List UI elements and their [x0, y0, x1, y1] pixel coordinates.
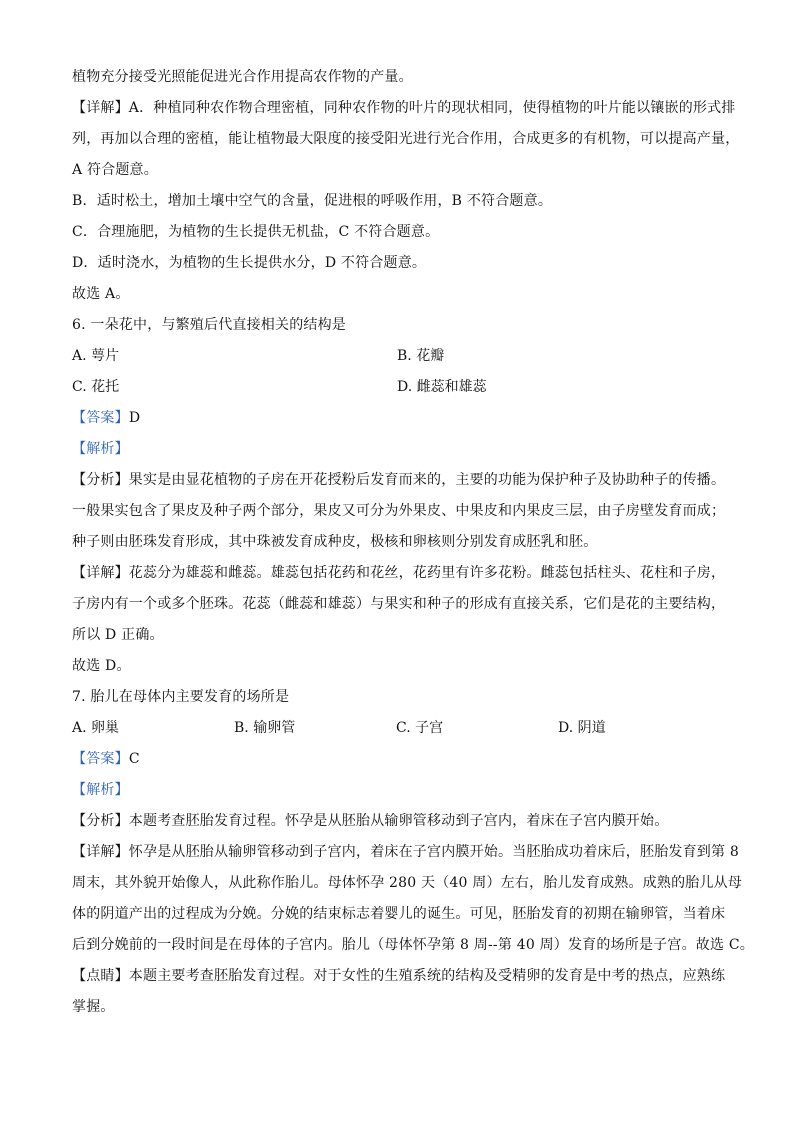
explanation-line: 体的阴道产出的过程成为分娩。分娩的结束标志着婴儿的诞生。可见，胚胎发育的初期在输卵管，当着床	[72, 906, 726, 922]
explanation-line: 后到分娩前的一段时间是在母体的子宫内。胎儿（母体怀孕第 8 周--第 40 周）发育的场所是子宫。故选 C。	[72, 937, 754, 953]
option-b: B. 花瓣	[397, 348, 445, 364]
text-line: A 符合题意。	[72, 162, 158, 178]
text-line: D．适时浇水，为植物的生长提供水分，D 不符合题意。	[72, 255, 427, 271]
answer-tag: 【答案】	[72, 751, 129, 767]
analysis-line: 【分析】本题考查胚胎发育过程。怀孕是从胚胎从输卵管移动到子宫内，着床在子宫内膜开始。	[72, 813, 669, 829]
option-a: A. 萼片	[72, 348, 120, 364]
answer-value: C	[128, 751, 140, 767]
explanation-line: 周末，其外貌开始像人，从此称作胎儿。母体怀孕 280 天（40 周）左右，胎儿发育成熟。成熟的胎儿从母	[72, 875, 743, 891]
text-line: B．适时松土，增加土壤中空气的含量，促进根的呼吸作用，B 不符合题意。	[72, 193, 553, 209]
analysis-line: 【分析】果实是由显花植物的子房在开花授粉后发育而来的，主要的功能为保护种子及协助种子的传播。	[72, 472, 726, 488]
answer-line	[72, 403, 727, 434]
option-c: C. 子宫	[396, 720, 444, 736]
answer-line	[72, 744, 727, 775]
analysis-line: 种子则由胚珠发育形成，其中珠被发育成种皮，极核和卵核则分别发育成胚乳和胚。	[72, 534, 598, 550]
question-7-stem: 7. 胎儿在母体内主要发育的场所是	[72, 689, 290, 705]
question-6-options-row-1	[72, 341, 727, 372]
explanation-line: 故选 D。	[72, 658, 131, 674]
explanation-line: 【详解】怀孕是从胚胎从输卵管移动到子宫内，着床在子宫内膜开始。当胚胎成功着床后，胚胎发育到第 8	[72, 844, 739, 860]
explanation-line: 所以 D 正确。	[72, 627, 164, 643]
analysis-line: 一般果实包含了果皮及种子两个部分，果皮又可分为外果皮、中果皮和内果皮三层，由子房壁发育而成；	[72, 503, 726, 519]
text-line: 故选 A。	[72, 286, 130, 302]
document-page	[72, 62, 754, 1023]
explanation-line: 子房内有一个或多个胚珠。花蕊（雌蕊和雄蕊）与果实和种子的形成有直接关系，它们是花的主要结构，	[72, 596, 726, 612]
option-c: C. 花托	[72, 379, 120, 395]
text-line: 列，再加以合理的密植，能让植物最大限度的接受阳光进行光合作用，合成更多的有机物，可以提高产量，	[72, 131, 740, 147]
option-b: B. 输卵管	[234, 720, 296, 736]
text-line: C．合理施肥，为植物的生长提供无机盐，C 不符合题意。	[72, 224, 440, 240]
analysis-tag: 【解析】	[72, 441, 129, 457]
option-a: A. 卵巢	[72, 720, 120, 736]
explanation-line: 【详解】花蕊分为雄蕊和雌蕊。雄蕊包括花药和花丝，花药里有许多花粉。雌蕊包括柱头、花柱和子房，	[72, 565, 726, 581]
text-line: 【详解】A．种植同种农作物合理密植，同种农作物的叶片的现状相同，使得植物的叶片能以镶嵌的形式排	[72, 100, 736, 116]
key-point-line: 【点睛】本题主要考查胚胎发育过程。对于女性的生殖系统的结构及受精卵的发育是中考的热点，应熟练	[72, 968, 726, 984]
option-d: D. 雌蕊和雄蕊	[397, 379, 487, 395]
question-6-stem: 6. 一朵花中，与繁殖后代直接相关的结构是	[72, 317, 347, 333]
text-line: 植物充分接受光照能促进光合作用提高农作物的产量。	[72, 69, 413, 85]
answer-value: D	[128, 410, 141, 426]
analysis-tag: 【解析】	[72, 782, 129, 798]
option-d: D. 阴道	[558, 720, 606, 736]
key-point-line: 掌握。	[72, 999, 115, 1015]
question-6-options-row-2	[72, 372, 727, 403]
answer-tag: 【答案】	[72, 410, 129, 426]
question-7-options-row	[72, 713, 727, 744]
